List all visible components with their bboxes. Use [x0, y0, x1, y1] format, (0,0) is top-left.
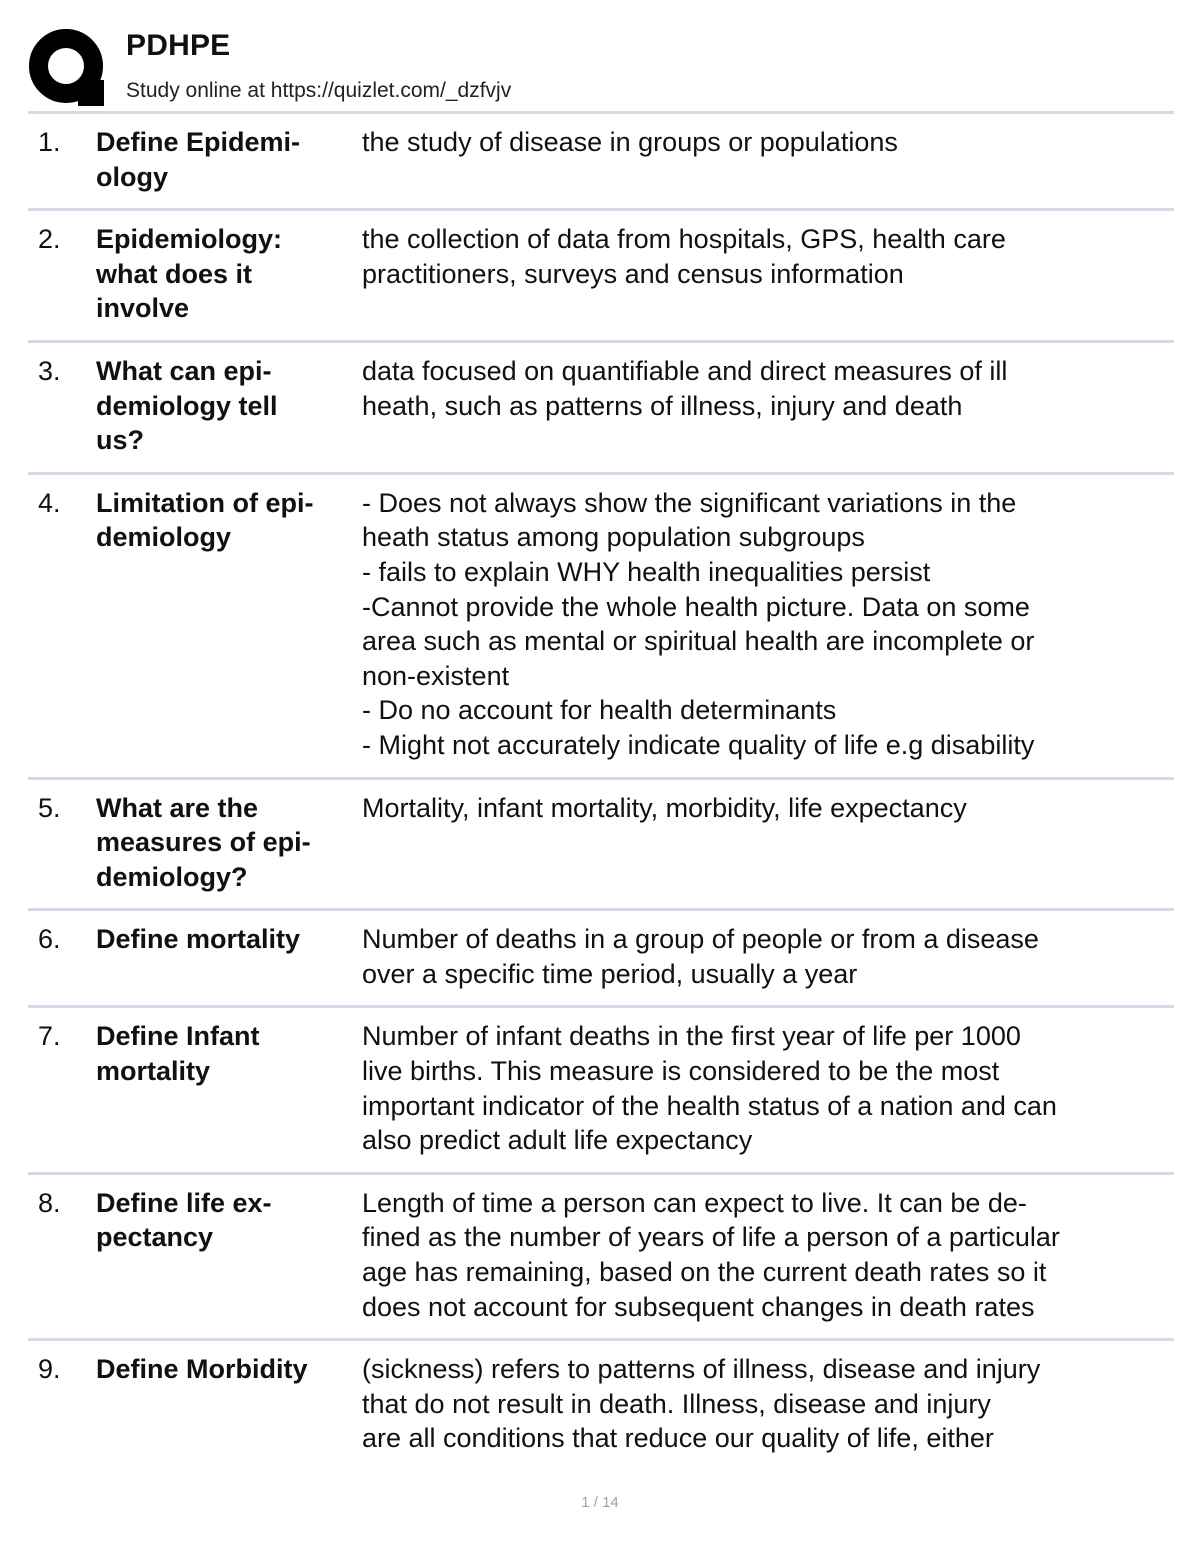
card-number: 4.	[38, 487, 61, 518]
card-number: 2.	[38, 224, 61, 255]
page-header	[28, 24, 1174, 112]
card-definition: - Does not always show the significant variations in the heath status among population subgroups - fails to explain WHY health inequalities persist -Cannot provide the whole health picture. Data on some area such as mental or spiritual health are incomplete or non-existent - Do no account for health determinants - Might not accurately indicate quality of life e.g disability	[362, 487, 1035, 760]
card-definition: the collection of data from hospitals, GPS, health care practitioners, surveys and census information	[362, 224, 1006, 289]
card-term: Define mortality	[96, 924, 301, 955]
card-number: 5.	[38, 792, 61, 823]
card-definition: Length of time a person can expect to live. It can be de- fined as the number of years of life a person of a particular age has remaining, based on the current death rates so it does not account for subsequent changes in death rates	[362, 1187, 1060, 1322]
card-number: 8.	[38, 1187, 61, 1218]
card-term: Define Infant mortality	[96, 1021, 260, 1087]
card-definition: the study of disease in groups or populations	[362, 127, 898, 157]
quizlet-q-logo-icon	[28, 28, 108, 108]
card-term: Define Epidemi- ology	[96, 127, 301, 192]
flashcard-row	[28, 1008, 1174, 1174]
card-number: 7.	[38, 1021, 61, 1052]
card-definition: data focused on quantifiable and direct measures of ill heath, such as patterns of illness, injury and death	[362, 355, 1008, 421]
card-definition: (sickness) refers to patterns of illness, disease and injury that do not result in death. Illness, disease and injury are all conditions that reduce our quality of life, either	[362, 1354, 1041, 1454]
card-definition: Mortality, infant mortality, morbidity, life expectancy	[362, 792, 967, 823]
card-number: 9.	[38, 1354, 61, 1385]
flashcard-row	[28, 1175, 1174, 1341]
card-definition: Number of infant deaths in the first year of life per 1000 live births. This measure is considered to be the most important indicator of the health status of a nation and can also predict adult life expectancy	[362, 1021, 1057, 1156]
page-indicator: 1 / 14	[581, 1494, 619, 1511]
flashcard-row	[28, 114, 1174, 211]
card-definition: Number of deaths in a group of people or from a disease over a specific time period, usually a year	[362, 924, 1039, 989]
flashcard-row	[28, 911, 1174, 1008]
study-online-link-text: Study online at https://quizlet.com/_dzfvjv	[126, 79, 512, 102]
card-term: Define life ex- pectancy	[96, 1187, 272, 1253]
flashcard-row	[28, 1341, 1174, 1470]
flashcard-list	[28, 114, 1174, 1470]
card-number: 3.	[38, 355, 61, 386]
flashcard-row	[28, 343, 1174, 475]
card-number: 6.	[38, 924, 61, 955]
document-title: PDHPE	[126, 29, 231, 62]
flashcard-row	[28, 780, 1174, 912]
card-term: Epidemiology: what does it involve	[96, 224, 283, 324]
flashcard-row	[28, 211, 1174, 343]
card-number: 1.	[38, 127, 61, 157]
flashcard-row	[28, 475, 1174, 780]
card-term: What can epi- demiology tell us?	[96, 355, 278, 456]
card-term: Define Morbidity	[96, 1354, 308, 1385]
card-term: Limitation of epi- demiology	[96, 487, 314, 553]
card-term: What are the measures of epi- demiology?	[96, 792, 311, 892]
